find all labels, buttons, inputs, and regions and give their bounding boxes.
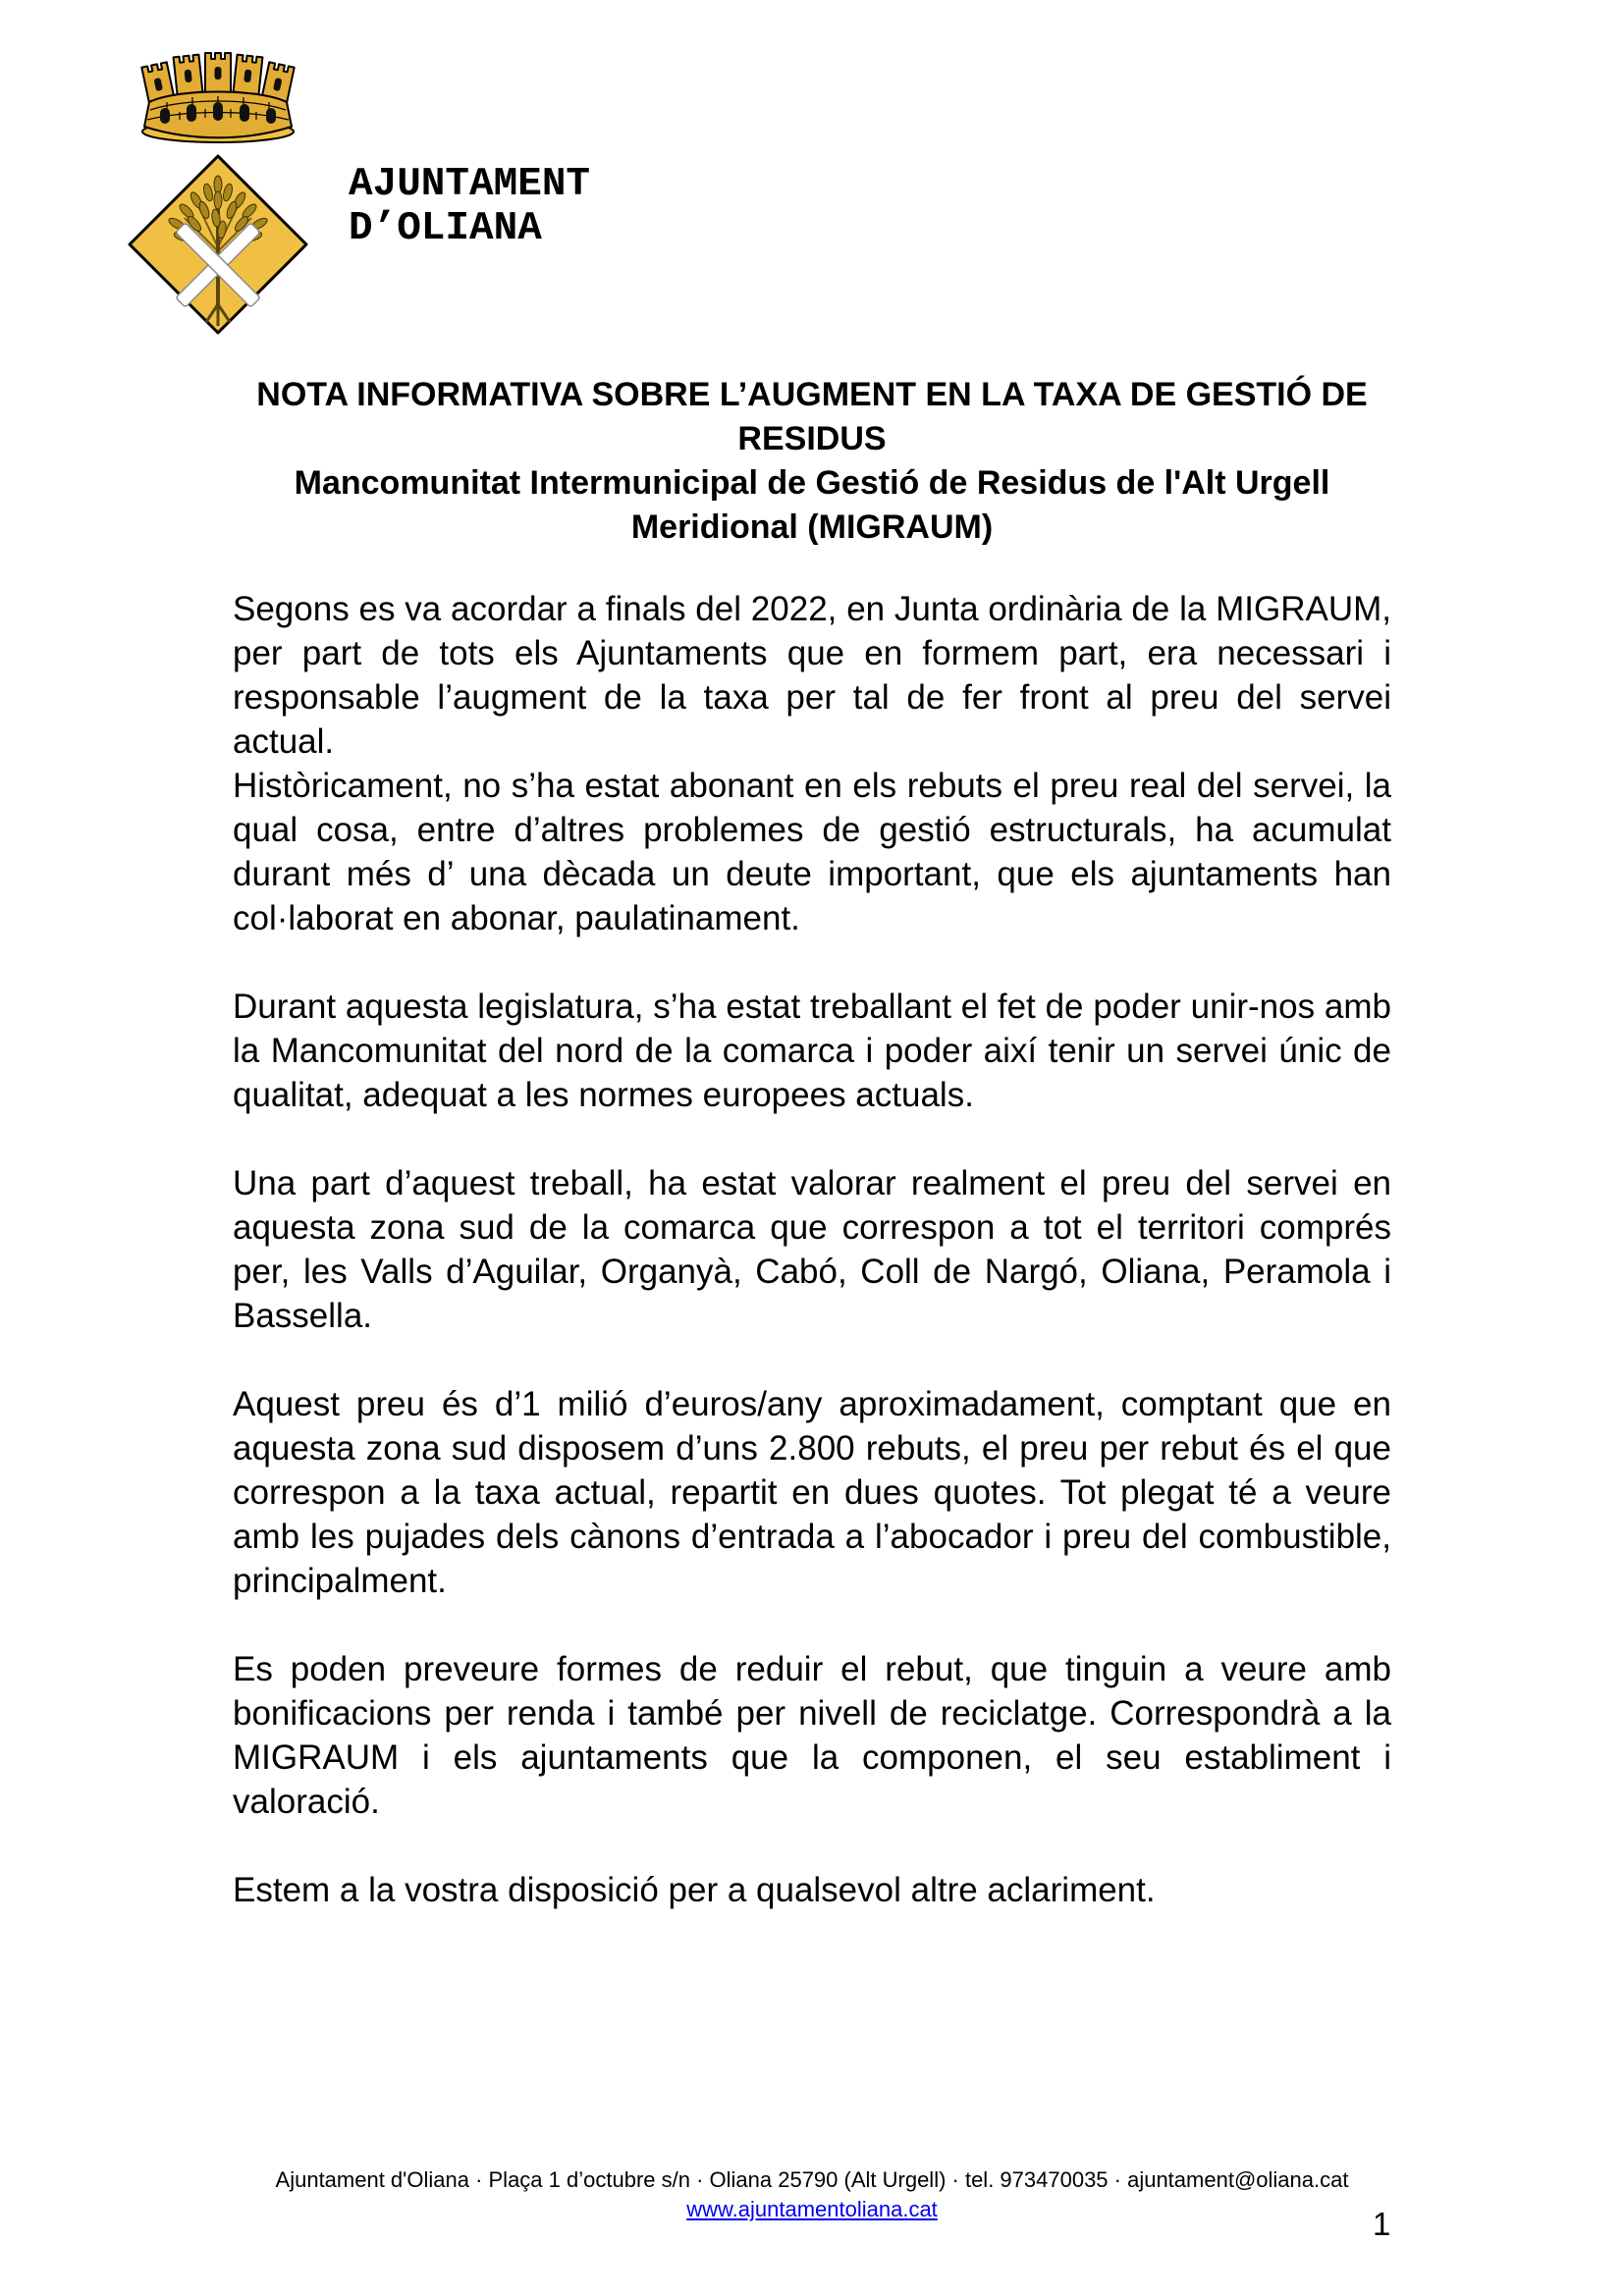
document-subtitle-line1: Mancomunitat Intermunicipal de Gestió de Residus de l'Alt Urgell <box>294 464 1330 502</box>
lozenge-shield-icon <box>130 156 306 333</box>
document-title-line1: NOTA INFORMATIVA SOBRE L’AUGMENT EN LA TAXA DE GESTIÓ DE <box>256 376 1368 413</box>
body-paragraph: Estem a la vostra disposició per a qualsevol altre aclariment. <box>233 1871 1156 1909</box>
body-paragraph: Durant aquesta legislatura, s’ha estat treballant el fet de poder unir-nos amb la Mancomunitat del nord de la comarca i poder així tenir un servei únic de qualitat, adequat a les normes europees actuals. <box>233 988 1391 1114</box>
body-paragraph: Aquest preu és d’1 milió d’euros/any aproximadament, comptant que en aquesta zona sud disposem d’uns 2.800 rebuts, el preu per rebut és el que correspon a la taxa actual, repartit en dues quotes. Tot plegat té a veure amb les pujades dels cànons d’entrada a l’abocador i preu del combustible, principalment. <box>233 1385 1391 1600</box>
body-paragraph: Segons es va acordar a finals del 2022, en Junta ordinària de la MIGRAUM, per part de tots els Ajuntaments que en formem part, era necessari i responsable l’augment de la taxa per tal de fer front al preu del servei actual. <box>233 590 1391 761</box>
document-subtitle-line2: Meridional (MIGRAUM) <box>630 508 994 546</box>
document-body <box>233 587 1391 1912</box>
website-link[interactable]: www.ajuntamentoliana.cat <box>686 2197 938 2221</box>
footer-contact-line: Ajuntament d'Oliana · Plaça 1 d’octubre s/n · Oliana 25790 (Alt Urgell) · tel. 973470035 · ajuntament@oliana.cat <box>275 2167 1349 2192</box>
body-paragraph: Històricament, no s’ha estat abonant en els rebuts el preu real del servei, la qual cosa, entre d’altres problemes de gestió estructurals, ha acumulat durant més d’ una dècada un deute important, que els ajuntaments han col·laborat en abonar, paulatinament. <box>233 767 1391 937</box>
body-paragraph: Una part d’aquest treball, ha estat valorar realment el preu del servei en aquesta zona sud de la comarca que correspon a tot el territori comprés per, les Valls d’Aguilar, Organyà, Cabó, Coll de Nargó, Oliana, Peramola i Bassella. <box>233 1164 1391 1335</box>
org-name-line1: AJUNTAMENT <box>349 162 591 207</box>
title-block <box>233 373 1391 550</box>
org-name <box>349 163 590 251</box>
coat-of-arms-icon <box>128 41 309 341</box>
body-paragraph: Es poden preveure formes de reduir el rebut, que tinguin a veure amb bonificacions per renda i també per nivell de reciclatge. Correspondrà a la MIGRAUM i els ajuntaments que la componen, el seu establiment i valoració. <box>233 1650 1391 1821</box>
document-title-line2: RESIDUS <box>737 420 887 457</box>
mural-crown-icon <box>141 53 294 142</box>
org-name-line2: D’OLIANA <box>349 206 542 251</box>
page-number: 1 <box>1373 2206 1391 2242</box>
